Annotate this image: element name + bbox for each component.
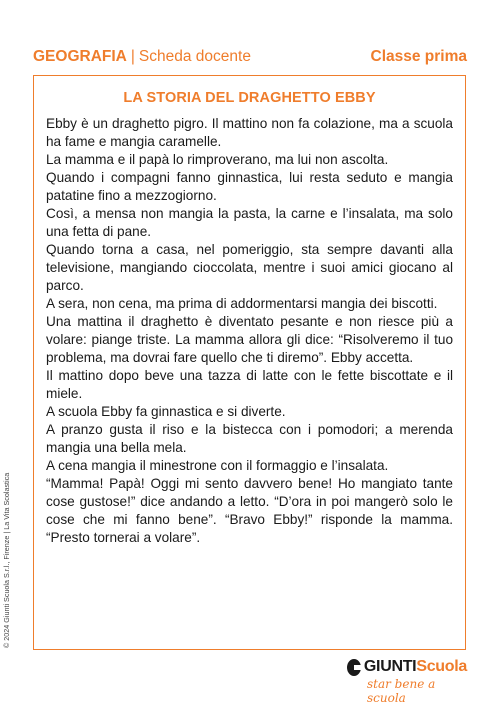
publisher-logo — [347, 658, 467, 705]
doc-type-label: Scheda docente — [138, 48, 251, 65]
header-left — [33, 48, 251, 66]
header-separator: | — [130, 48, 135, 65]
story-paragraph: Il mattino dopo beve una tazza di latte con le fette biscottate e il miele. — [46, 368, 453, 401]
class-label: Classe prima — [370, 48, 467, 65]
logo-row — [347, 658, 467, 676]
story-paragraph: Ebby è un draghetto pigro. Il mattino non fa colazione, ma a scuola ha fame e mangia caramelle. — [46, 116, 453, 149]
story-paragraph: La mamma e il papà lo rimproverano, ma lui non ascolta. — [46, 152, 389, 167]
story-paragraph: A cena mangia il minestrone con il formaggio e l’insalata. — [46, 458, 389, 473]
story-paragraph: Così, a mensa non mangia la pasta, la carne e l’insalata, ma solo una fetta di pane. — [46, 206, 453, 239]
logo-brand-scuola: Scuola — [416, 658, 467, 675]
logo-brand: GIUNTI — [363, 658, 417, 675]
story-title: LA STORIA DEL DRAGHETTO EBBY — [123, 90, 376, 106]
story-paragraph: Quando torna a casa, nel pomeriggio, sta sempre davanti alla televisione, mangiando cioccolata, mentre i suoi amici giocano al parco. — [46, 242, 453, 293]
giunti-g-icon — [347, 659, 361, 676]
story-paragraph: A sera, non cena, ma prima di addormentarsi mangia dei biscotti. — [46, 296, 438, 311]
story-paragraph: Quando i compagni fanno ginnastica, lui resta seduto e mangia patatine fino a mezzogiorno. — [46, 170, 453, 203]
page-header — [33, 44, 467, 66]
story-paragraph: A pranzo gusta il riso e la bistecca con i pomodori; a merenda mangia una bella mela. — [46, 422, 453, 455]
subject-label: GEOGRAFIA — [33, 48, 127, 65]
copyright-notice: © 2024 Giunti Scuola S.r.l., Firenze | La Vita Scolastica — [2, 472, 11, 648]
story-paragraph: “Mamma! Papà! Oggi mi sento davvero bene! Ho mangiato tante cose gustose!” dice andando a letto. “D’ora in poi mangerò solo le cose che mi fanno bene”. “Bravo Ebby!” risponde la mamma. “Presto tornerai a volare”. — [46, 476, 453, 545]
logo-tagline: star bene a scuola — [367, 677, 436, 705]
story-paragraph: Una mattina il draghetto è diventato pesante e non riesce più a volare: piange triste. La mamma allora gli dice: “Risolveremo il tuo problema, ma dovrai fare quello che ti diremo”. Ebby accetta. — [46, 314, 453, 365]
story-body — [46, 115, 453, 547]
story-paragraph: A scuola Ebby fa ginnastica e si diverte. — [46, 404, 286, 419]
story-card — [33, 75, 466, 650]
